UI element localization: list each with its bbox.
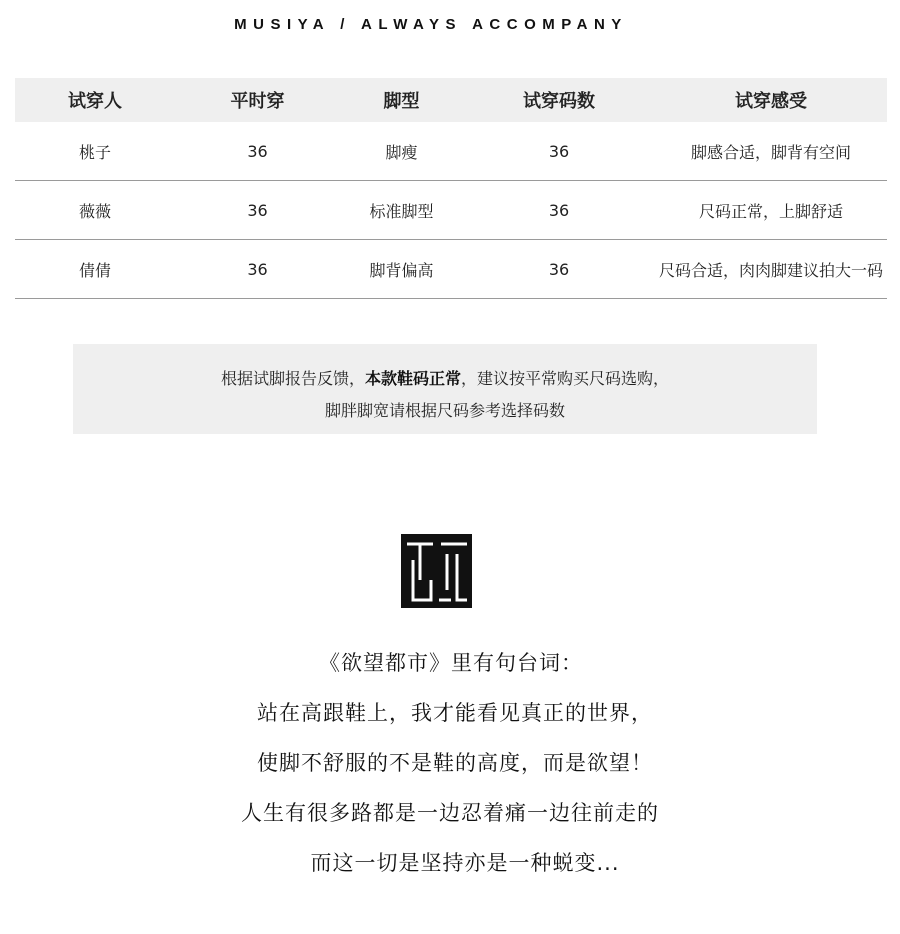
quote-line: 《欲望都市》里有句台词： <box>319 651 583 675</box>
cell-feeling: 尺码正常，上脚舒适 <box>655 181 887 240</box>
note-line-1-suffix: ，建议按平常购买尺码选购， <box>461 369 670 388</box>
cell-tester: 薇薇 <box>15 181 175 240</box>
brand-tagline: MUSIYA / ALWAYS ACCOMPANY <box>234 16 628 33</box>
quote-line: 使脚不舒服的不是鞋的高度，而是欲望！ <box>257 751 653 775</box>
cell-trial-size: 36 <box>463 181 655 240</box>
note-line-1 <box>73 363 817 395</box>
header-usual-size: 平时穿 <box>175 78 340 122</box>
cell-tester: 倩倩 <box>15 240 175 299</box>
brand-monogram-icon-graphic <box>401 534 472 608</box>
cell-usual-size: 36 <box>175 122 340 181</box>
cell-tester: 桃子 <box>15 122 175 181</box>
quote-line: 人生有很多路都是一边忍着痛一边往前走的 <box>241 801 659 825</box>
table-row <box>15 240 887 299</box>
header-trial-size: 试穿码数 <box>463 78 655 122</box>
cell-trial-size: 36 <box>463 240 655 299</box>
brand-monogram-icon <box>401 534 472 608</box>
quote-block <box>0 643 900 893</box>
table-row <box>15 122 887 181</box>
table-row <box>15 181 887 240</box>
cell-trial-size: 36 <box>463 122 655 181</box>
cell-feeling: 尺码合适，肉肉脚建议拍大一码 <box>655 240 887 299</box>
header-foot-type: 脚型 <box>340 78 463 122</box>
note-highlight: 本款鞋码正常 <box>364 369 461 388</box>
table-header-row <box>15 78 887 122</box>
quote-line: 而这一切是坚持亦是一种蜕变... <box>310 851 620 875</box>
cell-foot-type: 脚瘦 <box>340 122 463 181</box>
note-line-2: 脚胖脚宽请根据尺码参考选择码数 <box>324 401 565 420</box>
cell-foot-type: 脚背偏高 <box>340 240 463 299</box>
cell-usual-size: 36 <box>175 240 340 299</box>
size-recommendation-note <box>73 344 817 434</box>
quote-line: 站在高跟鞋上，我才能看见真正的世界， <box>257 701 653 725</box>
note-line-1-prefix: 根据试脚报告反馈， <box>220 369 365 388</box>
header-feeling: 试穿感受 <box>655 78 887 122</box>
cell-feeling: 脚感合适，脚背有空间 <box>655 122 887 181</box>
cell-foot-type: 标准脚型 <box>340 181 463 240</box>
header-tester: 试穿人 <box>15 78 175 122</box>
fitting-table <box>15 78 887 299</box>
cell-usual-size: 36 <box>175 181 340 240</box>
